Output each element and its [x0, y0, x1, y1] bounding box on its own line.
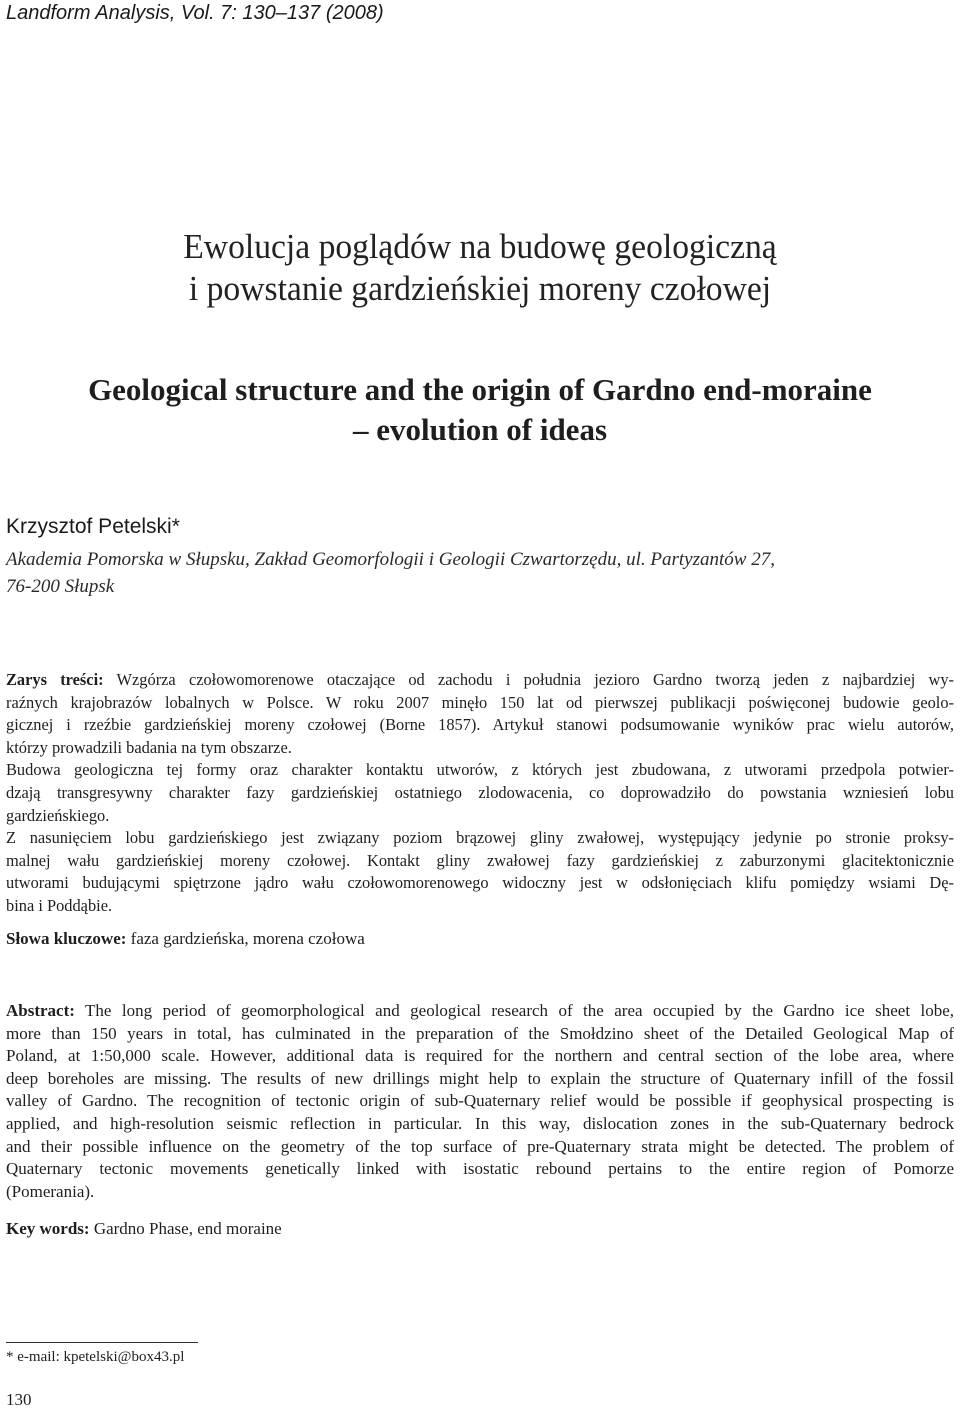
- abstract-polish-line: Budowa geologiczna tej formy oraz charakter kontaktu utworów, z których jest zbudowana, z utworami przedpola potwier-: [6, 760, 954, 780]
- abstract-polish-line: raźnych krajobrazów lobalnych w Polsce. W roku 2007 minęło 150 lat od pierwszej publikacji poświęconej budowie geolo-: [6, 692, 954, 712]
- abstract-polish-line-1-text: Wzgórza czołowomorenowe otaczające od zachodu i południa jezioro Gardno tworzą jeden z najbardziej wy-: [103, 670, 955, 689]
- affiliation: [6, 546, 954, 600]
- author-name: Krzysztof Petelski*: [6, 515, 180, 538]
- keywords-english-text: Gardno Phase, end moraine: [89, 1219, 282, 1238]
- abstract-polish-line: utworami budującymi spiętrzone jądro wału czołowomorenowego widoczny jest w odsłonięciach klifu pomiędzy wsiami Dę-: [6, 873, 954, 893]
- title-polish-line-2: i powstanie gardzieńskiej moreny czołowej: [188, 269, 772, 308]
- journal-header: Landform Analysis, Vol. 7: 130–137 (2008): [6, 2, 384, 24]
- title-english-line-2: – evolution of ideas: [352, 412, 608, 447]
- title-english-line-1: Geological structure and the origin of Gardno end-moraine: [88, 372, 872, 407]
- keywords-polish-text: faza gardzieńska, morena czołowa: [126, 929, 365, 948]
- abstract-polish-label: Zarys treści:: [6, 670, 104, 689]
- abstract-english: [6, 1000, 954, 1203]
- abstract-polish-line: gicznej i rzeźbie gardzieńskiej moreny czołowej (Borne 1857). Artykuł stanowi podsumowanie wyników prac wielu autorów,: [6, 715, 954, 735]
- abstract-english-line-1: [6, 1000, 954, 1023]
- keywords-english-label: Key words:: [6, 1219, 90, 1238]
- abstract-polish: [6, 669, 954, 918]
- abstract-polish-line: dzają transgresywny charakter fazy gardzieńskiej ostatniego zlodowacenia, co doprowadziło do powstania wzniesień lobu: [6, 782, 954, 802]
- title-polish: [19, 226, 941, 310]
- abstract-polish-line: którzy prowadzili badania na tym obszarze.: [6, 737, 292, 757]
- abstract-english-line: valley of Gardno. The recognition of tectonic origin of sub-Quaternary relief would be possible if geophysical prospecting is: [6, 1091, 954, 1111]
- keywords-english: [6, 1219, 282, 1239]
- abstract-english-line: and their possible influence on the geometry of the top surface of pre-Quaternary strata might be detected. The problem of: [6, 1136, 954, 1156]
- title-polish-line-1: Ewolucja poglądów na budowę geologiczną: [183, 227, 777, 266]
- abstract-polish-line: malnej wału gardzieńskiej moreny czołowej. Kontakt gliny zwałowej fazy gardzieńskiej z zaburzonymi glacitektonicznie: [6, 850, 954, 870]
- footnote-email: * e-mail: kpetelski@box43.pl: [6, 1349, 185, 1365]
- keywords-polish-label: Słowa kluczowe:: [6, 929, 127, 948]
- abstract-polish-line-1: [6, 669, 954, 692]
- abstract-english-line: more than 150 years in total, has culminated in the preparation of the Smołdzino sheet of the Detailed Geological Map of: [6, 1023, 954, 1043]
- affiliation-line-2: 76-200 Słupsk: [6, 576, 115, 597]
- abstract-english-line: deep boreholes are missing. The results of new drillings might help to explain the structure of Quaternary infill of the fossil: [6, 1068, 954, 1088]
- footnote-rule: [6, 1342, 198, 1343]
- page-number: 130: [6, 1390, 32, 1409]
- abstract-polish-line: bina i Poddąbie.: [6, 895, 113, 915]
- abstract-polish-line: gardzieńskiego.: [6, 805, 110, 825]
- keywords-polish: [6, 929, 365, 949]
- affiliation-line-1: Akademia Pomorska w Słupsku, Zakład Geomorfologii i Geologii Czwartorzędu, ul. Partyzantów 27,: [6, 549, 775, 570]
- abstract-english-line: applied, and high-resolution seismic reflection in particular. In this way, dislocation zones in the sub-Quaternary bedrock: [6, 1113, 954, 1133]
- abstract-english-line-1-text: The long period of geomorphological and geological research of the area occupied by the Gardno ice sheet lobe,: [74, 1001, 954, 1020]
- title-english: [0, 370, 960, 450]
- abstract-english-line: Quaternary tectonic movements genetically linked with isostatic rebound pertains to the entire region of Pomorze: [6, 1159, 954, 1179]
- abstract-english-line: (Pomerania).: [6, 1181, 95, 1201]
- abstract-english-label: Abstract:: [6, 1001, 75, 1020]
- abstract-polish-line: Z nasunięciem lobu gardzieńskiego jest związany poziom brązowej gliny zwałowej, występujący jedynie po stronie proksy-: [6, 828, 954, 848]
- abstract-english-line: Poland, at 1:50,000 scale. However, additional data is required for the northern and central section of the lobe area, where: [6, 1046, 954, 1066]
